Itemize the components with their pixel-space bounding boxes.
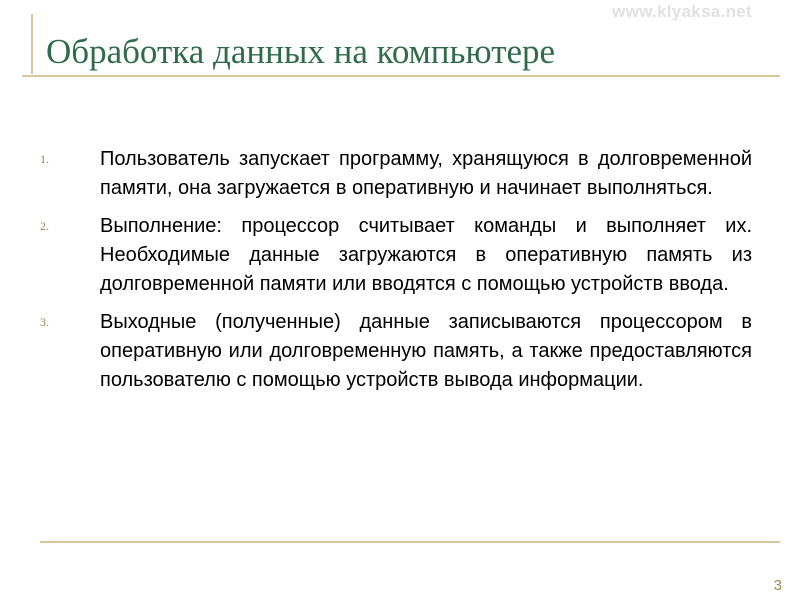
step-number: 2. xyxy=(40,219,49,233)
steps-list xyxy=(40,145,752,404)
step-item-3 xyxy=(40,308,752,395)
step-item-1 xyxy=(40,145,752,203)
step-number: 1. xyxy=(40,152,49,166)
footer-rule xyxy=(40,541,780,543)
page-number: 3 xyxy=(773,577,782,594)
watermark-text: www.klyaksa.net xyxy=(612,2,752,21)
step-text: Выполнение: процессор считывает команды и выполняет их. Необходимые данные загружаются в оперативную память из долговременной памяти или вводятся с помощью устройств ввода. xyxy=(100,215,752,295)
slide-title: Обработка данных на компьютере xyxy=(46,32,556,71)
step-item-2 xyxy=(40,212,752,299)
step-text: Пользователь запускает программу, хранящуюся в долговременной памяти, она загружается в оперативную и начинает выполняться. xyxy=(100,148,752,199)
step-number: 3. xyxy=(40,315,49,329)
step-text: Выходные (полученные) данные записываются процессором в оперативную или долговременную память, а также предоставляются пользователю с помощью устройств вывода информации. xyxy=(100,311,752,391)
vertical-accent-rule xyxy=(31,14,33,74)
title-underline-rule xyxy=(22,75,780,77)
